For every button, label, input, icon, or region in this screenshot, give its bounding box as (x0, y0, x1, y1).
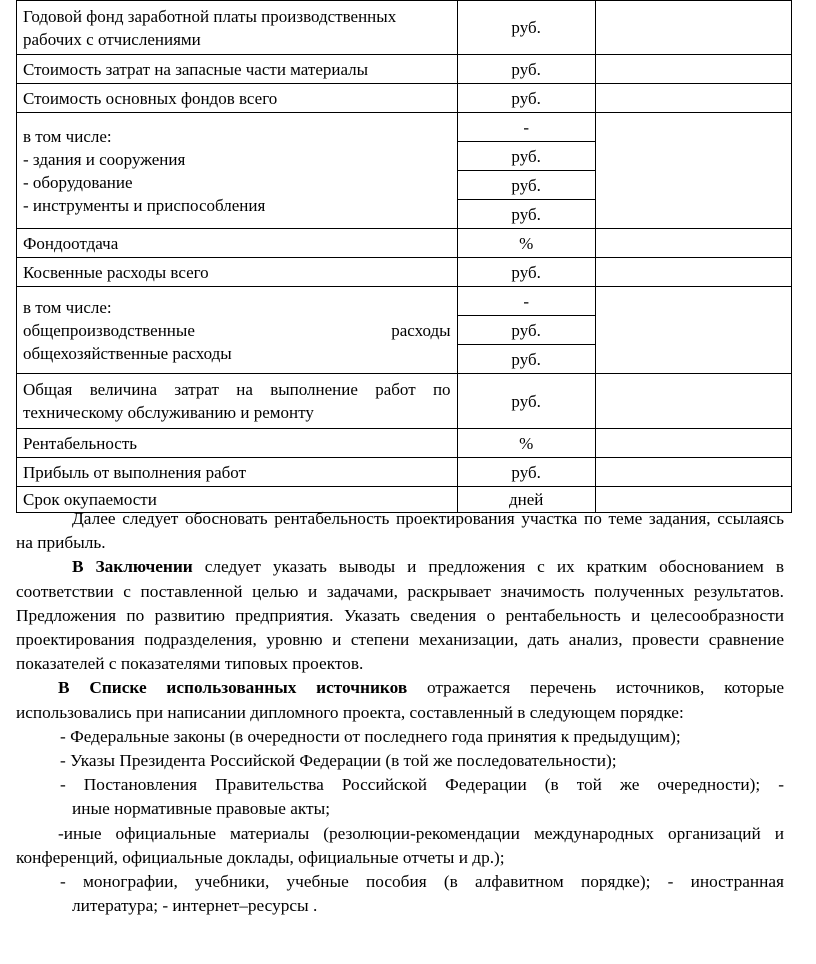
row-label-word: общепроизводственные (23, 320, 195, 340)
value-cell (595, 1, 791, 55)
document-body (16, 507, 784, 918)
row-label-line: - оборудование (23, 172, 133, 192)
list-item: - Указы Президента Российской Федерации (в той же последовательности); (60, 751, 617, 771)
paragraph: Далее следует обосновать рентабельность проектирования участка по теме задания, ссылаясь на прибыль. (16, 509, 784, 553)
unit-cell: руб. (457, 171, 595, 200)
list-item: литература; - интернет–ресурсы . (72, 896, 318, 916)
list-item: -иные официальные материалы (резолюции-рекомендации международных организаций и конференций, официальные доклады, официальные отчеты и др.); (16, 823, 784, 867)
table-row (17, 287, 792, 316)
row-label-line: техническому обслуживанию и ремонту (23, 403, 314, 422)
table-row (17, 113, 792, 142)
table-row (17, 429, 792, 458)
paragraph (16, 555, 784, 676)
unit-cell: % (457, 229, 595, 258)
unit-cell: руб. (457, 55, 595, 84)
list-item: - Постановления Правительства Российской Федерации (в той же очередности); - (60, 775, 784, 795)
value-cell (595, 113, 791, 229)
row-label-line: в том числе: (23, 126, 112, 146)
row-label: Срок окупаемости (17, 487, 458, 513)
unit-cell: руб. (457, 458, 595, 487)
row-label-word: расходы (391, 320, 451, 340)
table-row (17, 1, 792, 55)
row-label: Прибыль от выполнения работ (17, 458, 458, 487)
value-cell (595, 429, 791, 458)
value-cell (595, 84, 791, 113)
table-row (17, 229, 792, 258)
row-label-line: - инструменты и приспособления (23, 195, 266, 215)
row-label-line: общехозяйственные расходы (23, 343, 232, 363)
table-row (17, 458, 792, 487)
unit-cell: % (457, 429, 595, 458)
table-row (17, 374, 792, 429)
row-label (17, 113, 458, 229)
paragraph-text: отражается перечень источников, которые использовались при написании дипломного проекта, составленный в следующем порядке: (16, 678, 784, 722)
indicators-table (16, 0, 792, 513)
row-label-line: в том числе: (23, 297, 112, 317)
unit-cell: руб. (457, 374, 595, 429)
unit-cell: руб. (457, 84, 595, 113)
row-label (17, 287, 458, 374)
row-label-line (23, 319, 451, 342)
value-cell (595, 287, 791, 374)
row-label: Стоимость основных фондов всего (17, 84, 458, 113)
list-item: иные нормативные правовые акты; (72, 799, 331, 819)
value-cell (595, 374, 791, 429)
row-label-line: - здания и сооружения (23, 149, 186, 169)
unit-cell: руб. (457, 345, 595, 374)
unit-cell: дней (457, 487, 595, 513)
row-label-line: рабочих с отчислениями (23, 29, 201, 49)
row-label: Фондоотдача (17, 229, 458, 258)
unit-cell: руб. (457, 1, 595, 55)
table-row (17, 84, 792, 113)
list-item: - Федеральные законы (в очередности от последнего года принятия к предыдущим); (60, 726, 681, 746)
unit-cell: руб. (457, 258, 595, 287)
unit-cell: руб. (457, 142, 595, 171)
row-label: Рентабельность (17, 429, 458, 458)
value-cell (595, 229, 791, 258)
row-label: Стоимость затрат на запасные части материалы (17, 55, 458, 84)
row-label (17, 1, 458, 55)
section-heading: В Списке использованных источников (58, 678, 408, 698)
unit-cell: руб. (457, 316, 595, 345)
list-item: - монографии, учебники, учебные пособия (в алфавитном порядке); - иностранная (60, 872, 784, 892)
paragraph-text: следует указать выводы и предложения с их кратким обоснованием в соответствии с поставленной целью и задачами, раскрывает значимость полученных результатов. Предложения по развитию предприятия. Указать сведения о рентабельность и целесообразности проектирования подразделения, уровню и степени механизации, дать анализ, провести сравнение показателей с показателями типовых проектов. (16, 557, 784, 674)
unit-cell: - (457, 113, 595, 142)
row-label-line: Общая величина затрат на выполнение работ по (23, 380, 451, 399)
row-label-line: Годовой фонд заработной платы производственных (23, 6, 397, 26)
paragraph (16, 676, 784, 724)
value-cell (595, 458, 791, 487)
row-label (17, 374, 458, 429)
unit-cell: руб. (457, 200, 595, 229)
row-label: Косвенные расходы всего (17, 258, 458, 287)
section-heading: В Заключении (72, 557, 193, 577)
value-cell (595, 258, 791, 287)
table-row (17, 55, 792, 84)
table-row (17, 258, 792, 287)
unit-cell: - (457, 287, 595, 316)
value-cell (595, 55, 791, 84)
